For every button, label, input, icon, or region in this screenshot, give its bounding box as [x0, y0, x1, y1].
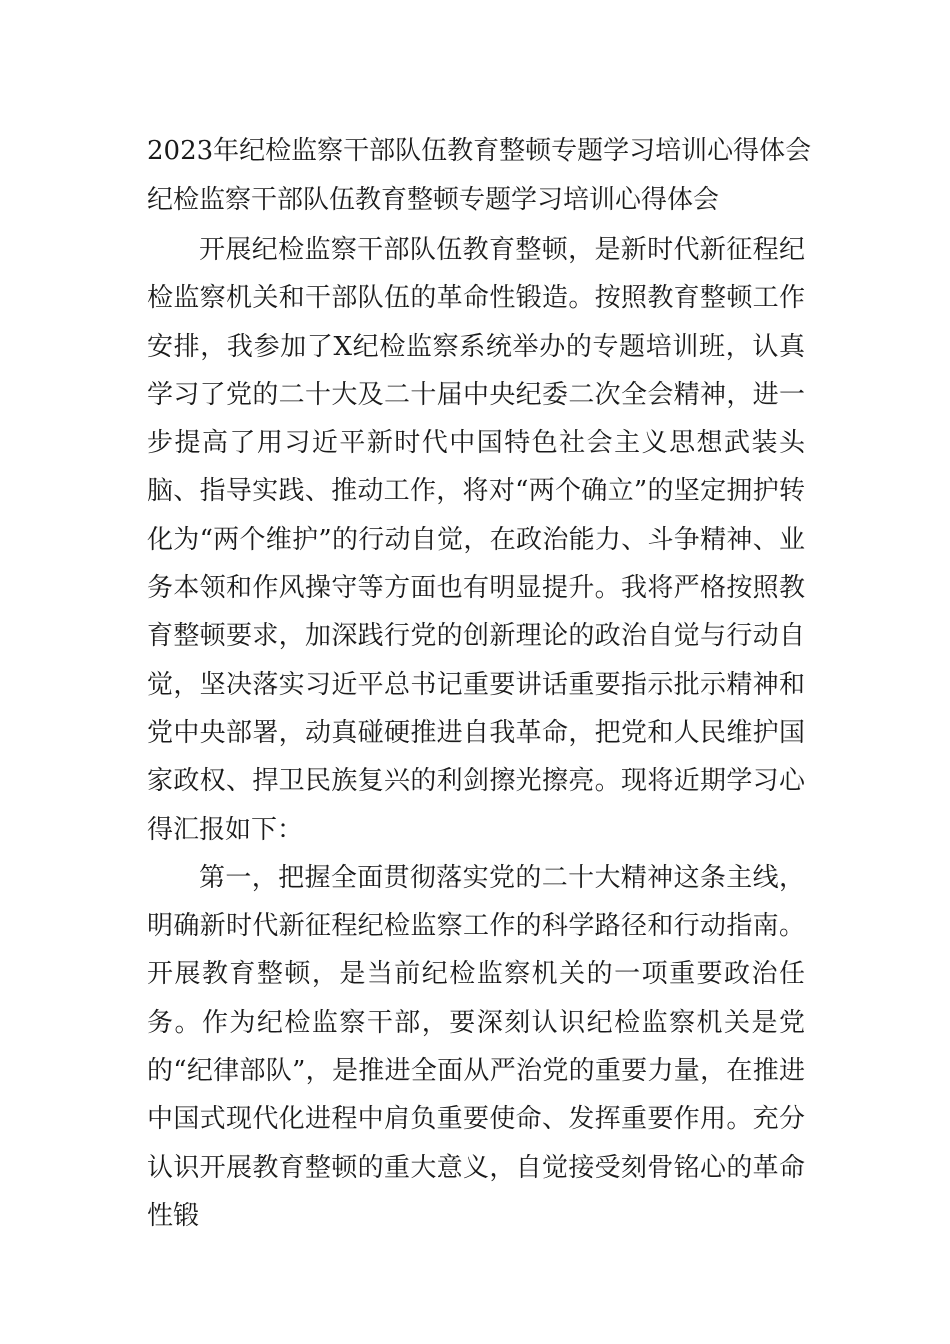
document-body	[147, 226, 805, 1240]
paragraph-intro: 开展纪检监察干部队伍教育整顿，是新时代新征程纪检监察机关和干部队伍的革命性锻造。按照教育整顿工作安排，我参加了X纪检监察系统举办的专题培训班，认真学习了党的二十大及二十届中央纪委二次全会精神，进一步提高了用习近平新时代中国特色社会主义思想武装头脑、指导实践、推动工作，将对“两个确立”的坚定拥护转化为“两个维护”的行动自觉，在政治能力、斗争精神、业务本领和作风操守等方面也有明显提升。我将严格按照教育整顿要求，加深践行党的创新理论的政治自觉与行动自觉，坚决落实习近平总书记重要讲话重要指示批示精神和党中央部署，动真碰硬推进自我革命，把党和人民维护国家政权、捍卫民族复兴的利剑擦光擦亮。现将近期学习心得汇报如下：	[147, 235, 805, 845]
paragraph-first-point: 第一，把握全面贯彻落实党的二十大精神这条主线，明确新时代新征程纪检监察工作的科学路径和行动指南。开展教育整顿，是当前纪检监察机关的一项重要政治任务。作为纪检监察干部，要深刻认识纪检监察机关是党的“纪律部队”，是推进全面从严治党的重要力量，在推进中国式现代化进程中肩负重要使命、发挥重要作用。充分认识开展教育整顿的重大意义，自觉接受刻骨铭心的革命性锻	[147, 862, 805, 1231]
document-title: 2023年纪检监察干部队伍教育整顿专题学习培训心得体会	[147, 136, 812, 166]
document-subtitle: 纪检监察干部队伍教育整顿专题学习培训心得体会	[147, 185, 720, 215]
